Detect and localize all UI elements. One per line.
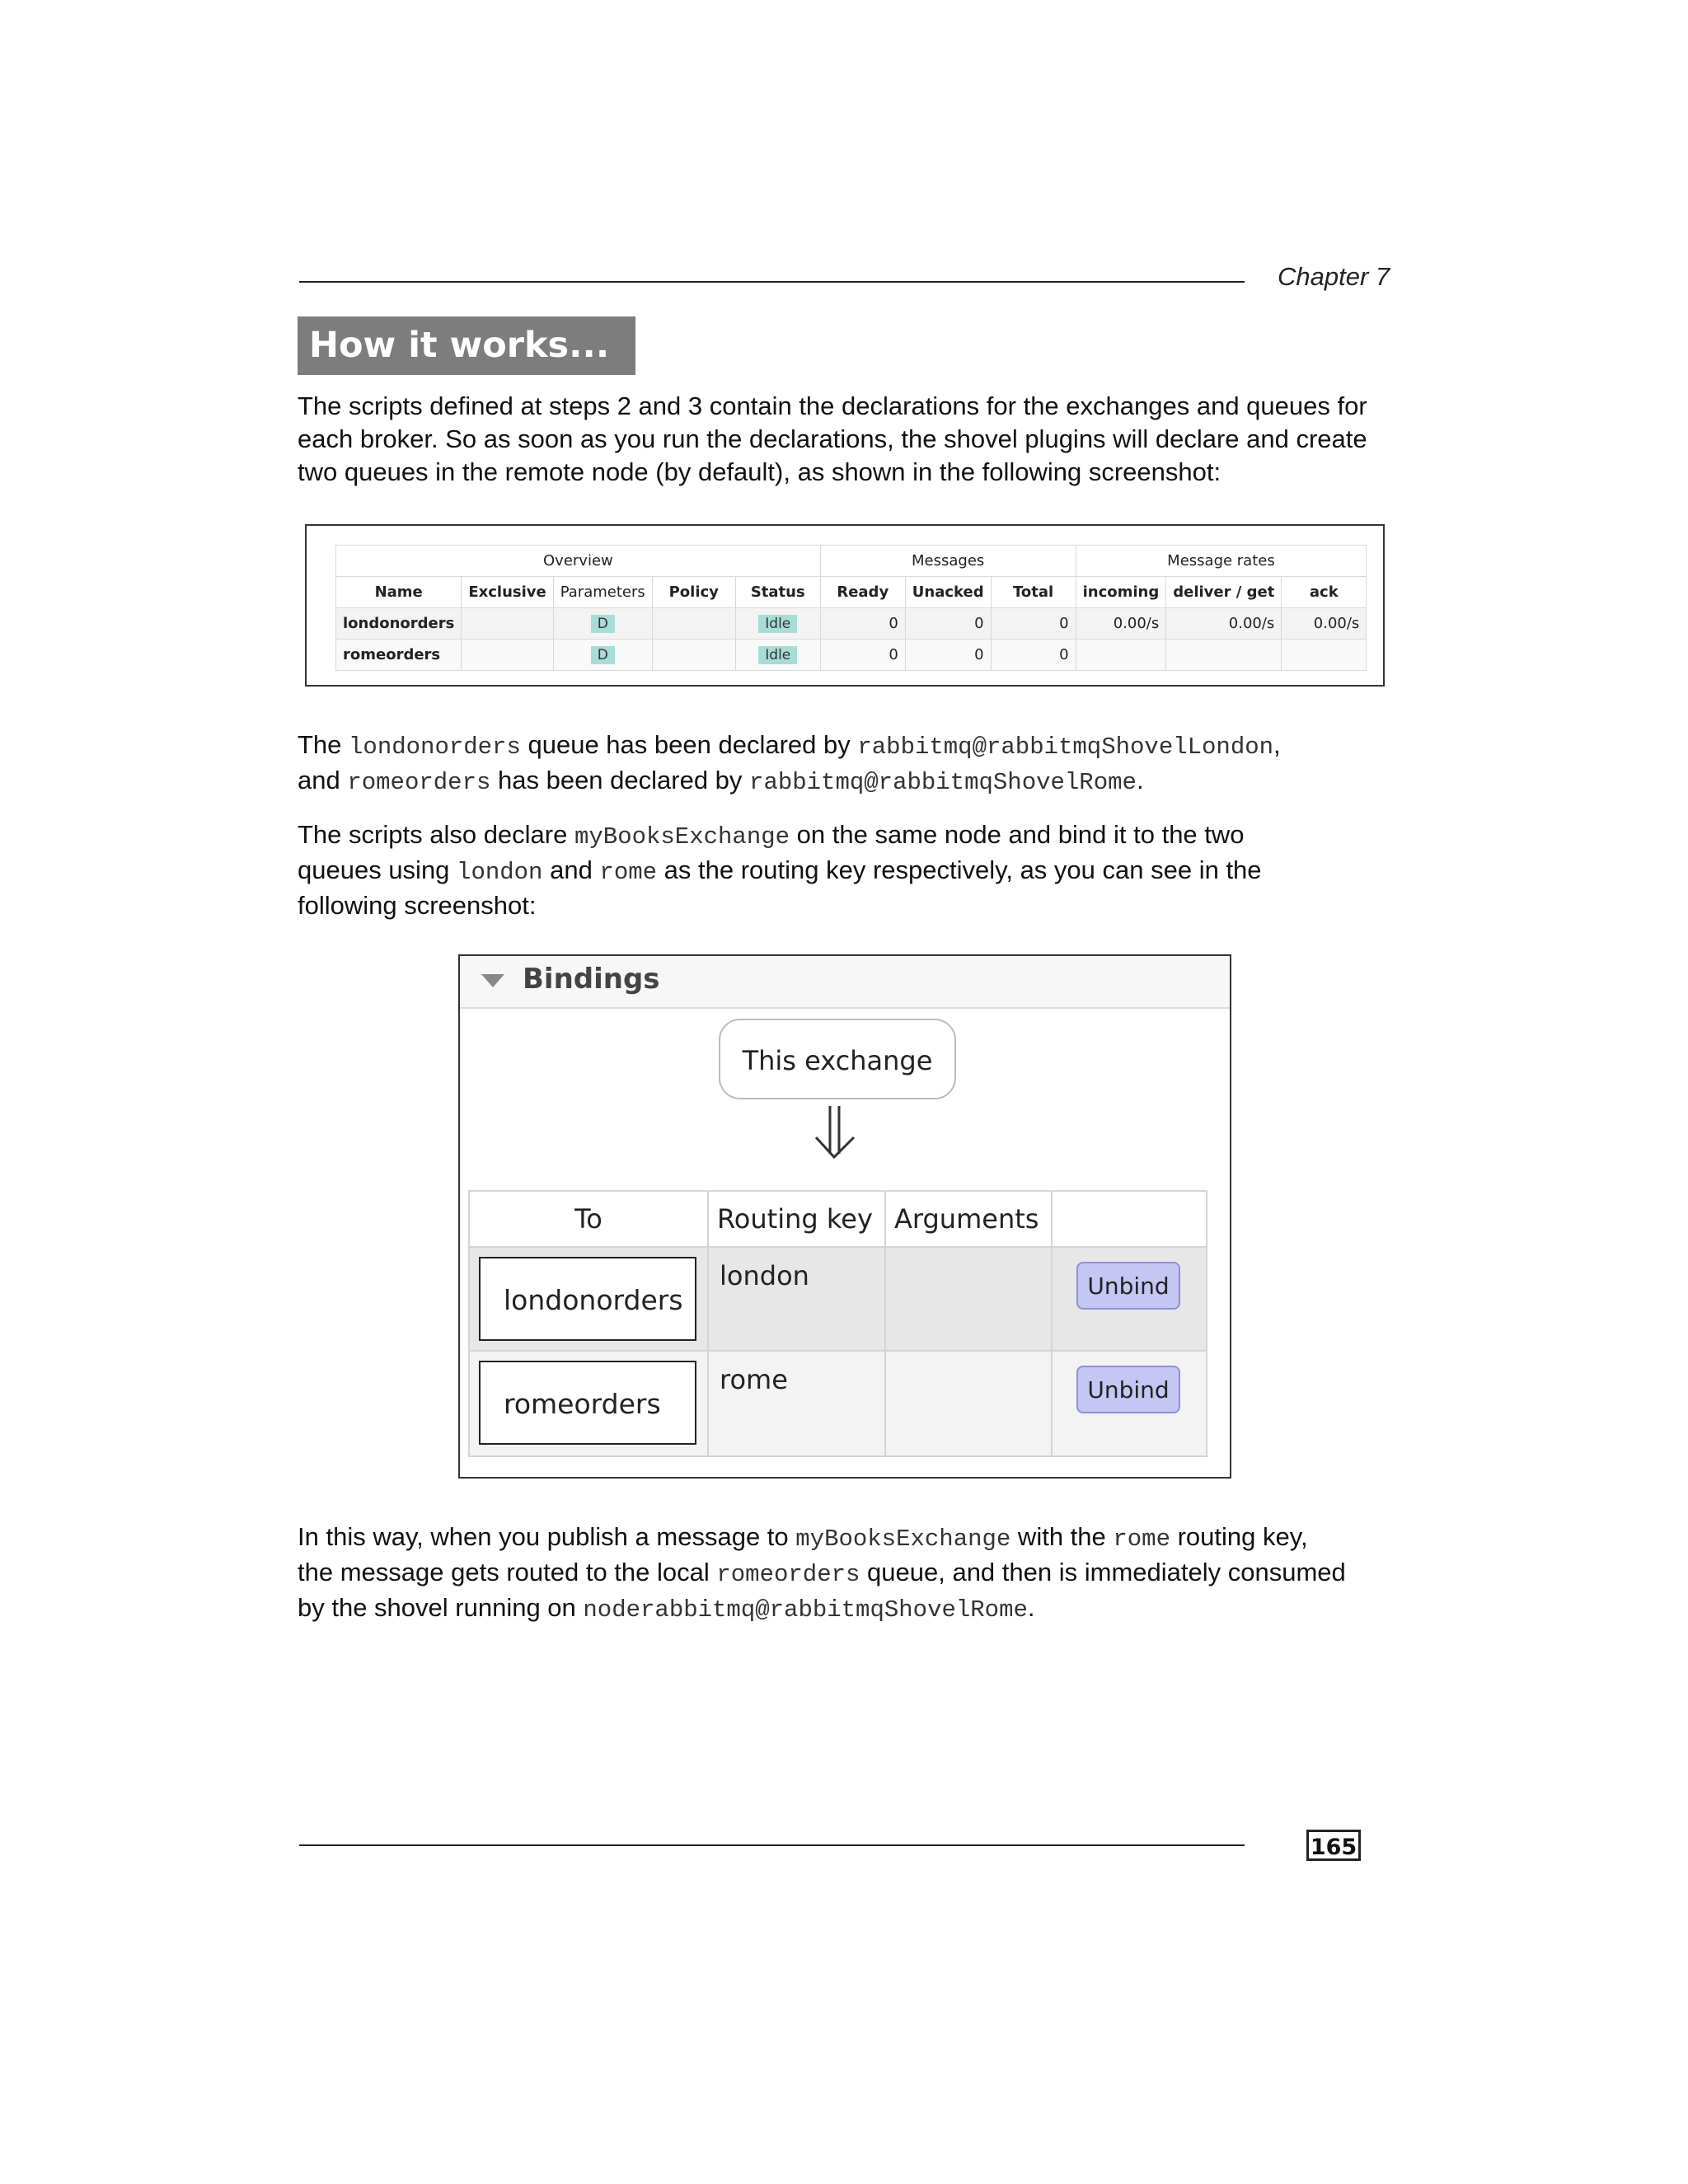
bindings-title: Bindings [523, 963, 660, 996]
code-rome: rome [599, 859, 658, 886]
binding-routing-key [708, 1247, 885, 1351]
queue-ack [1282, 640, 1367, 671]
bindings-header[interactable] [460, 956, 1230, 1009]
col-routing-key: Routing key [708, 1191, 885, 1247]
paragraph-intro-text: The scripts defined at steps 2 and 3 contain the declarations for the exchanges and queues for each broker. So as soon as you run the declarations, the shovel plugins will declare and create two queues in the remote node (by default), as shown in the following screenshot: [298, 391, 1367, 486]
queue-exclusive [462, 608, 553, 640]
double-arrow-down-icon [806, 1103, 864, 1162]
text: has been declared by [490, 766, 750, 794]
binding-action [1052, 1351, 1207, 1456]
status-badge: Idle [758, 615, 797, 633]
paragraph-exchange-line2 [298, 854, 1394, 889]
col-exclusive[interactable]: Exclusive [462, 577, 553, 608]
durable-badge: D [591, 646, 615, 664]
text: and [542, 855, 600, 884]
group-message-rates: Message rates [1076, 546, 1367, 577]
paragraph-intro [298, 390, 1394, 489]
header-rule [299, 281, 1245, 283]
bindings-table [468, 1190, 1207, 1457]
text: queues using [298, 855, 457, 884]
text: In this way, when you publish a message to [298, 1522, 796, 1551]
queue-link[interactable]: romeorders [479, 1361, 696, 1445]
queue-exclusive [462, 640, 553, 671]
queue-unacked: 0 [905, 640, 991, 671]
paragraph-exchange-line3: following screenshot: [298, 891, 537, 920]
text: queue, and then is immediately consumed [860, 1558, 1346, 1586]
text: . [1136, 766, 1144, 794]
group-overview: Overview [336, 546, 821, 577]
col-incoming[interactable]: incoming [1076, 577, 1166, 608]
col-name[interactable]: Name [336, 577, 462, 608]
this-exchange-node: This exchange [719, 1019, 956, 1099]
table-row [336, 608, 1367, 640]
col-deliver-get[interactable]: deliver / get [1166, 577, 1282, 608]
binding-arguments [885, 1247, 1052, 1351]
page-number: 165 [1306, 1830, 1361, 1861]
binding-action [1052, 1247, 1207, 1351]
queue-parameters [553, 608, 652, 640]
code-node-london: rabbitmq@rabbitmqShovelLondon [857, 733, 1274, 761]
col-policy[interactable]: Policy [652, 577, 735, 608]
queue-status [735, 608, 820, 640]
col-arguments: Arguments [885, 1191, 1052, 1247]
routing-key-value: london [720, 1260, 809, 1291]
text: , [1273, 730, 1281, 759]
queue-ready: 0 [820, 608, 905, 640]
code-node-rome: rabbitmq@rabbitmqShovelRome [749, 769, 1137, 796]
routing-key-value: rome [720, 1364, 788, 1395]
group-messages: Messages [820, 546, 1076, 577]
text: routing key, [1170, 1522, 1308, 1551]
queue-unacked: 0 [905, 608, 991, 640]
queue-status [735, 640, 820, 671]
queue-total: 0 [991, 640, 1076, 671]
text: . [1027, 1593, 1035, 1622]
binding-to [469, 1351, 708, 1456]
col-ack[interactable]: ack [1282, 577, 1367, 608]
queue-incoming: 0.00/s [1076, 608, 1166, 640]
code-exchange: myBooksExchange [574, 823, 790, 851]
paragraph-declared-line2 [298, 764, 1394, 799]
durable-badge: D [591, 615, 615, 633]
paragraph-exchange-line1 [298, 818, 1394, 854]
text: the message gets routed to the local [298, 1558, 717, 1586]
text: as the routing key respectively, as you can see in the [657, 855, 1262, 884]
col-actions [1052, 1191, 1207, 1247]
text: queue has been declared by [520, 730, 858, 759]
unbind-button[interactable]: Unbind [1076, 1366, 1180, 1413]
paragraph-declared [298, 729, 1394, 799]
table-row [469, 1351, 1207, 1456]
col-total[interactable]: Total [991, 577, 1076, 608]
binding-routing-key [708, 1351, 885, 1456]
col-to: To [469, 1191, 708, 1247]
binding-arguments [885, 1351, 1052, 1456]
table-row [469, 1247, 1207, 1351]
chapter-label: Chapter 7 [1278, 262, 1390, 291]
bindings-screenshot [458, 954, 1231, 1479]
paragraph-declared-line1 [298, 729, 1394, 764]
paragraph-conclusion-line3 [298, 1591, 1394, 1627]
paragraph-conclusion-line2 [298, 1556, 1394, 1591]
unbind-button[interactable]: Unbind [1076, 1262, 1180, 1310]
queue-deliver-get: 0.00/s [1166, 608, 1282, 640]
code-rome: rome [1113, 1526, 1170, 1553]
code-londonorders: londonorders [349, 733, 521, 761]
queue-policy [652, 608, 735, 640]
queues-screenshot [305, 524, 1385, 687]
paragraph-conclusion [298, 1521, 1394, 1627]
status-badge: Idle [758, 646, 797, 664]
code-london: london [457, 859, 543, 886]
table-row [336, 640, 1367, 671]
text: on the same node and bind it to the two [790, 820, 1245, 849]
footer-rule [299, 1844, 1245, 1846]
section-title: How it works... [298, 316, 635, 375]
queue-link[interactable]: londonorders [479, 1257, 696, 1341]
col-unacked[interactable]: Unacked [905, 577, 991, 608]
col-ready[interactable]: Ready [820, 577, 905, 608]
binding-to [469, 1247, 708, 1351]
code-node-rome: noderabbitmq@rabbitmqShovelRome [583, 1596, 1028, 1624]
queue-name[interactable]: londonorders [336, 608, 462, 640]
queue-total: 0 [991, 608, 1076, 640]
queue-ack: 0.00/s [1282, 608, 1367, 640]
paragraph-exchange [298, 818, 1394, 922]
queue-deliver-get [1166, 640, 1282, 671]
text: with the [1010, 1522, 1114, 1551]
col-parameters[interactable]: Parameters [553, 577, 652, 608]
collapse-triangle-icon[interactable] [481, 974, 504, 987]
code-romeorders: romeorders [347, 769, 491, 796]
code-exchange: myBooksExchange [795, 1526, 1011, 1553]
queue-ready: 0 [820, 640, 905, 671]
text: The scripts also declare [298, 820, 574, 849]
code-romeorders: romeorders [716, 1561, 860, 1588]
text: The [298, 730, 349, 759]
text: by the shovel running on [298, 1593, 584, 1622]
queues-table [335, 545, 1367, 671]
queue-parameters [553, 640, 652, 671]
queue-name[interactable]: romeorders [336, 640, 462, 671]
queue-incoming [1076, 640, 1166, 671]
queue-policy [652, 640, 735, 671]
paragraph-conclusion-line1 [298, 1521, 1394, 1556]
col-status[interactable]: Status [735, 577, 820, 608]
text: and [298, 766, 348, 794]
